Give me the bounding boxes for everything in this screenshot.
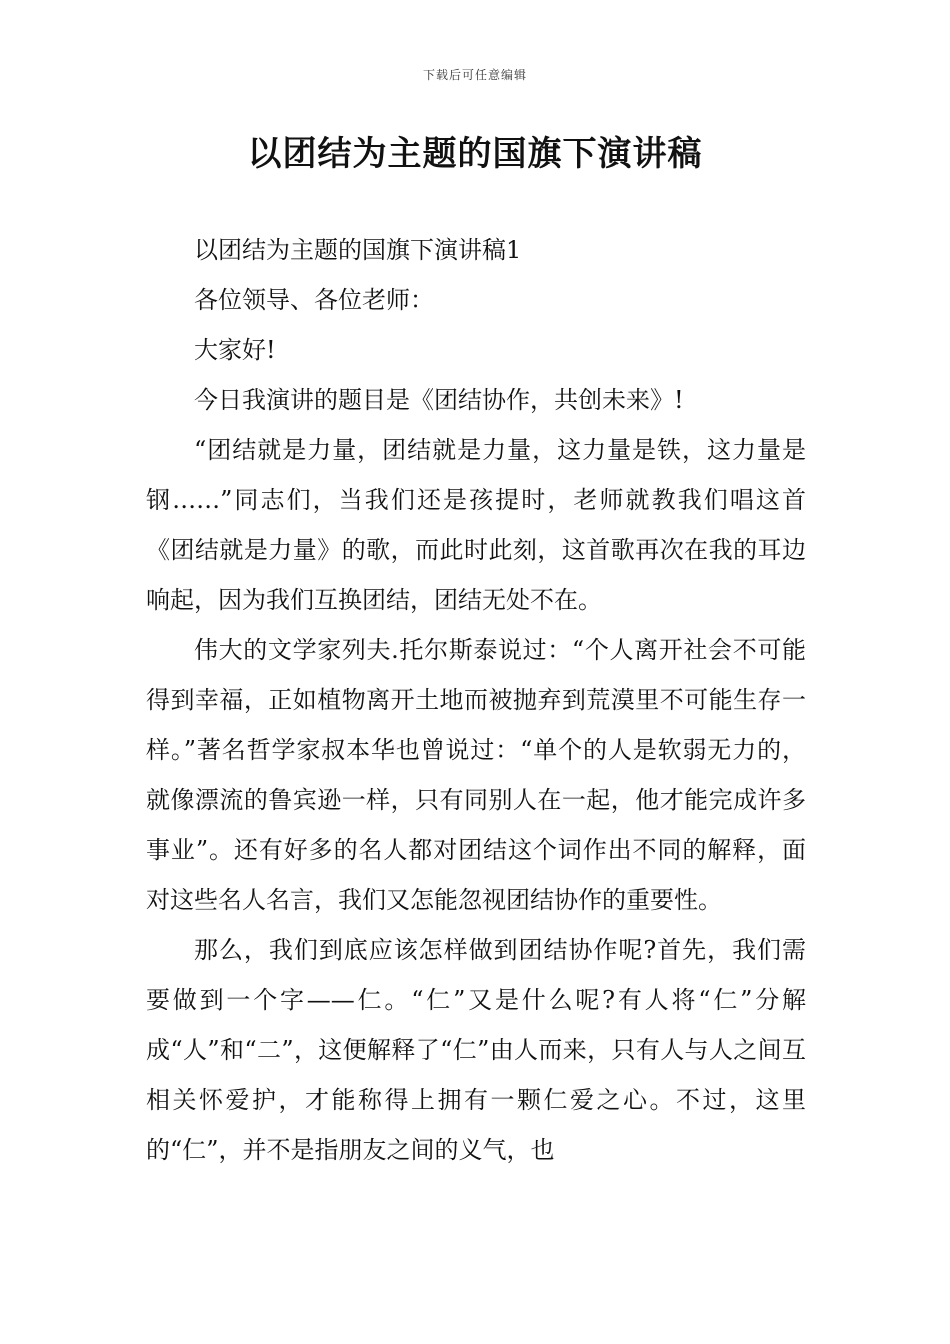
paragraph-quotes: 伟大的文学家列夫.托尔斯泰说过：“个人离开社会不可能得到幸福，正如植物离开土地而被抛弃到荒漠里不可能生存一样。”著名哲学家叔本华也曾说过：“单个的人是软弱无力的，就像漂流的鲁宾逊一样，只有同别人在一起，他才能完成许多事业”。还有好多的名人都对团结这个词作出不同的解释，面对这些名人名言，我们又怎能忽视团结协作的重要性。	[146, 636, 806, 914]
paragraph-salutation: 各位领导、各位老师：	[194, 286, 434, 314]
header-note: 下载后可任意编辑	[422, 68, 527, 82]
paragraph-song: “团结就是力量，团结就是力量，这力量是铁，这力量是钢……”同志们，当我们还是孩提时，老师就教我们唱这首《团结就是力量》的歌，而此时此刻，这首歌再次在我的耳边响起，因为我们互换团结，团结无处不在。	[146, 436, 806, 614]
paragraph-greeting: 大家好!	[194, 336, 276, 364]
paragraph-topic: 今日我演讲的题目是《团结协作，共创未来》!	[194, 386, 684, 414]
paragraph-ren: 那么，我们到底应该怎样做到团结协作呢?首先，我们需要做到一个字——仁。“仁”又是什么呢?有人将“仁”分解成“人”和“二”，这便解释了“仁”由人而来，只有人与人之间互相关怀爱护，才能称得上拥有一颗仁爱之心。不过，这里的“仁”，并不是指朋友之间的义气，也	[146, 936, 806, 1164]
document-body	[146, 225, 806, 1175]
paragraph-subtitle: 以团结为主题的国旗下演讲稿1	[194, 236, 522, 264]
document-title: 以团结为主题的国旗下演讲稿	[247, 134, 703, 174]
